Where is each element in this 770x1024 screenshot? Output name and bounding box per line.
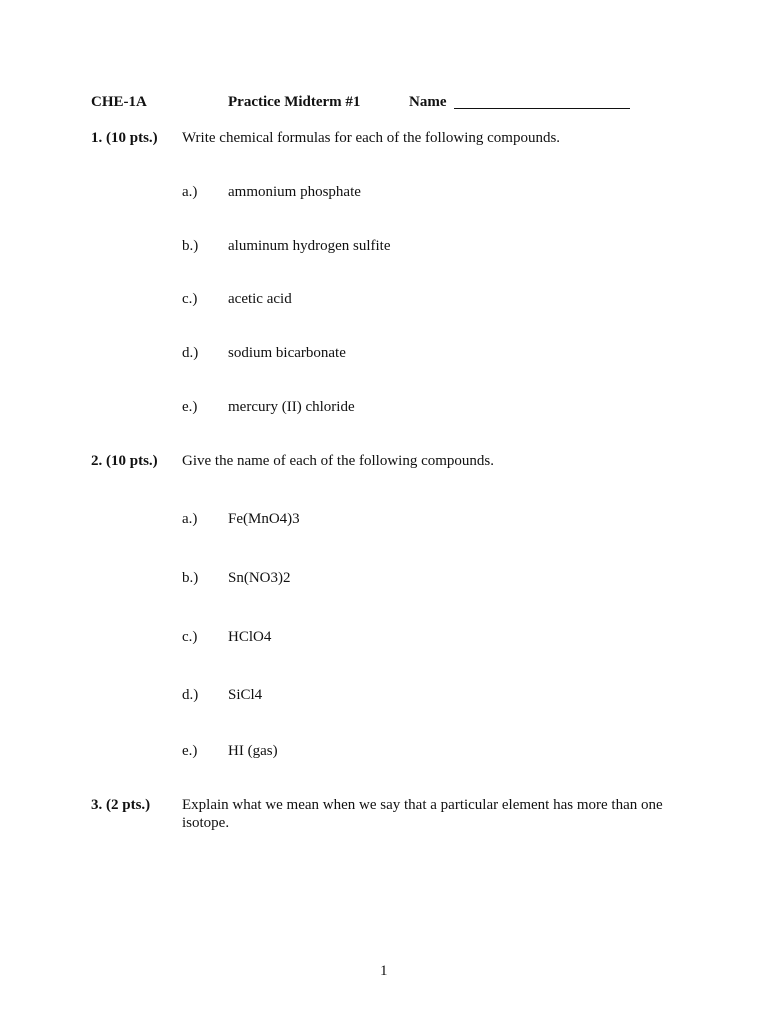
q2-item-a-text: Fe(MnO4)3 — [228, 511, 300, 527]
question-2-prompt: Give the name of each of the following compounds. — [182, 453, 494, 469]
q2-item-c-text: HClO4 — [228, 629, 272, 645]
question-3-prompt: Explain what we mean when we say that a particular element has more than one isotope. — [182, 797, 663, 831]
q1-item-c-letter: c.) — [182, 291, 198, 307]
q2-item-e-text: HI (gas) — [228, 743, 278, 759]
question-1-number: 1. (10 pts.) — [91, 130, 158, 146]
q1-item-e-letter: e.) — [182, 399, 198, 415]
q1-item-d-letter: d.) — [182, 345, 199, 361]
q1-item-a-letter: a.) — [182, 184, 198, 200]
q1-item-b-letter: b.) — [182, 238, 199, 254]
course-code: CHE-1A — [91, 94, 147, 110]
question-1-prompt: Write chemical formulas for each of the following compounds. — [182, 130, 561, 146]
q1-item-d-text: sodium bicarbonate — [228, 345, 346, 361]
q1-item-e-text: mercury (II) chloride — [228, 399, 355, 415]
name-label: Name — [409, 94, 447, 110]
page-number: 1 — [380, 963, 388, 979]
q2-item-e-letter: e.) — [182, 743, 198, 759]
q1-item-b-text: aluminum hydrogen sulfite — [228, 238, 391, 254]
name-blank-line[interactable] — [454, 108, 630, 109]
q2-item-d-text: SiCl4 — [228, 687, 263, 703]
q1-item-c-text: acetic acid — [228, 291, 292, 307]
q2-item-a-letter: a.) — [182, 511, 198, 527]
exam-title: Practice Midterm #1 — [228, 94, 361, 110]
q2-item-b-letter: b.) — [182, 570, 199, 586]
q2-item-b-text: Sn(NO3)2 — [228, 570, 291, 586]
question-2-number: 2. (10 pts.) — [91, 453, 158, 469]
q2-item-d-letter: d.) — [182, 687, 199, 703]
q1-item-a-text: ammonium phosphate — [228, 184, 361, 200]
question-3-number: 3. (2 pts.) — [91, 797, 151, 813]
q2-item-c-letter: c.) — [182, 629, 198, 645]
